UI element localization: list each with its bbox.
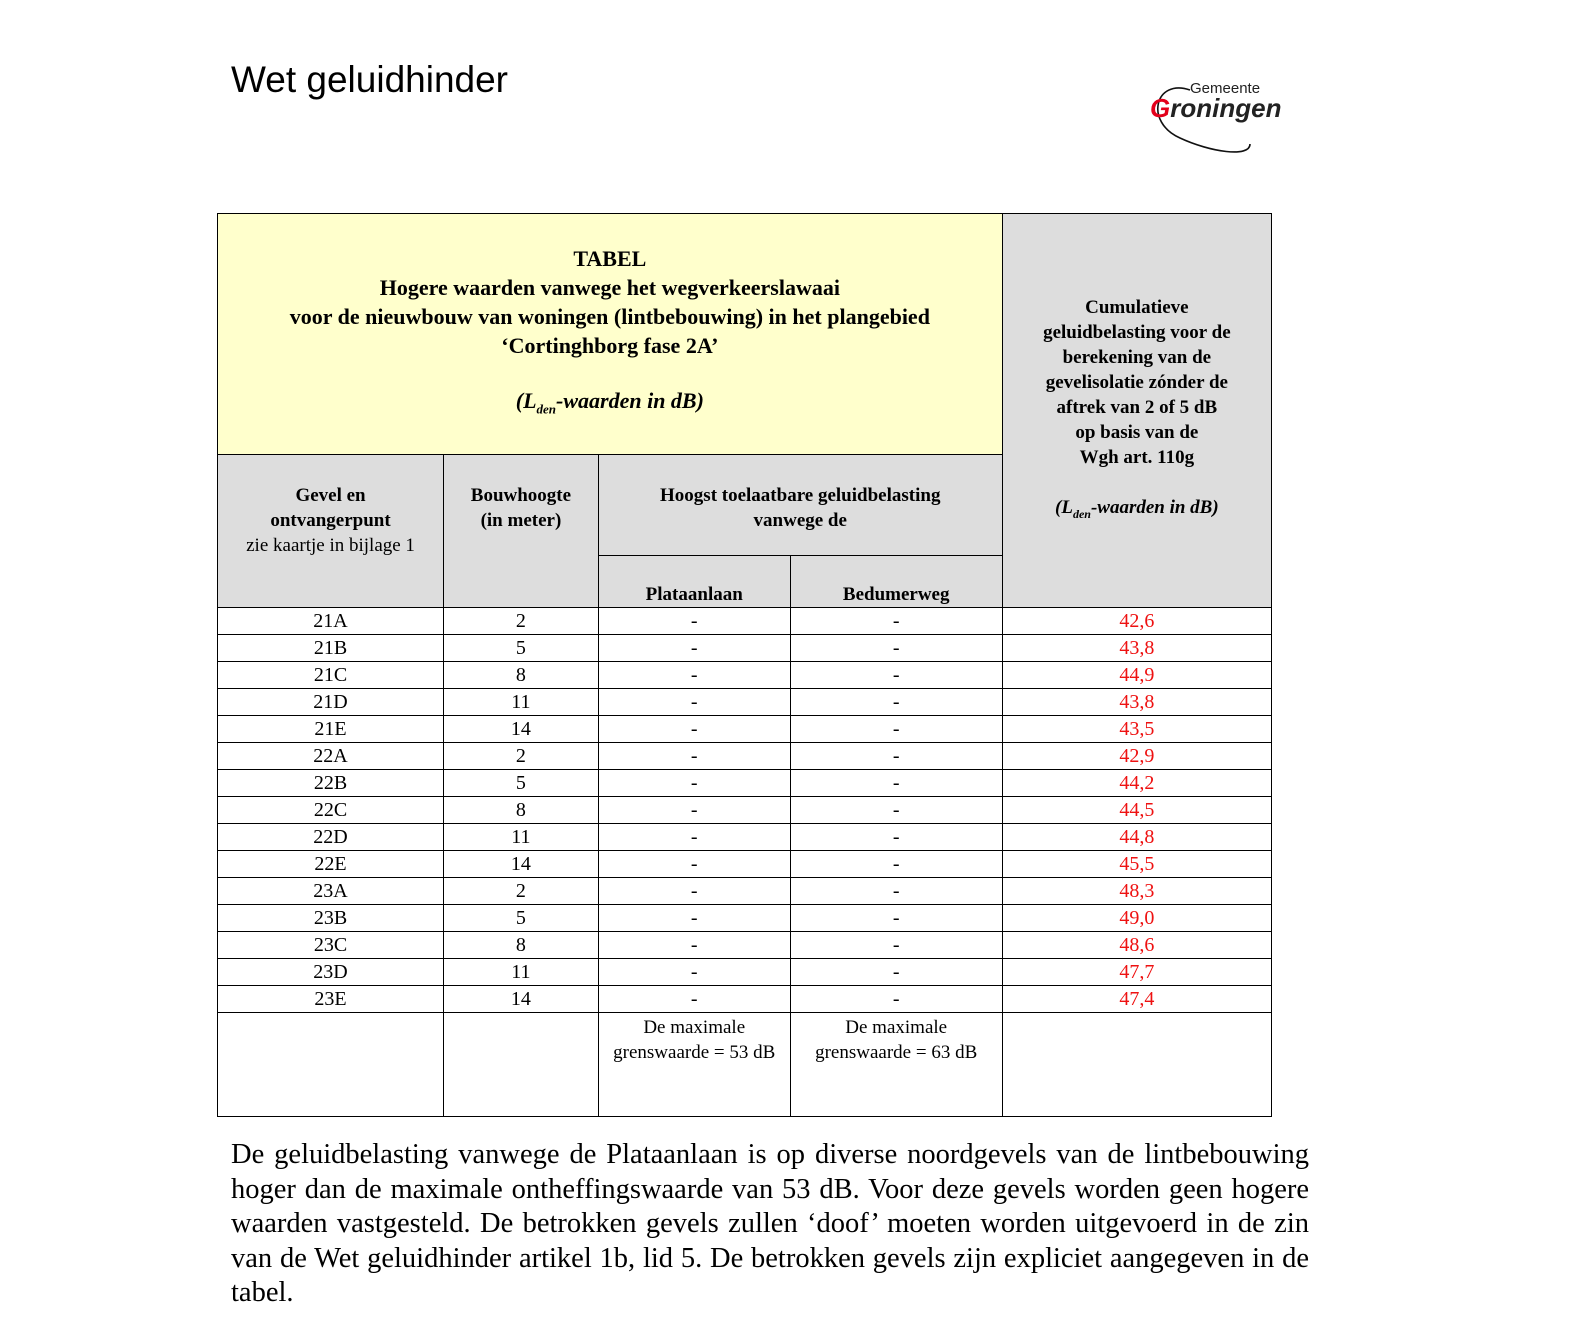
- bedumerweg-cell: -: [790, 608, 1002, 635]
- bouwhoogte-cell: 2: [444, 743, 599, 770]
- plataanlaan-cell: -: [598, 878, 790, 905]
- table-row: [218, 932, 1272, 959]
- cumulative-header-line: berekening van de: [1062, 346, 1212, 368]
- table-title-cell: [218, 214, 1003, 455]
- bedumerweg-cell: -: [790, 959, 1002, 986]
- bedumerweg-cell: -: [790, 824, 1002, 851]
- bedumerweg-cell: -: [790, 986, 1002, 1013]
- bedumerweg-cell: -: [790, 905, 1002, 932]
- plataanlaan-cell: -: [598, 824, 790, 851]
- plataanlaan-cell: -: [598, 851, 790, 878]
- bedumerweg-cell: -: [790, 716, 1002, 743]
- groningen-logo-graphic: [1150, 72, 1320, 164]
- gevel-cell: 23C: [218, 932, 444, 959]
- table-row: [218, 905, 1272, 932]
- gevel-cell: 21D: [218, 689, 444, 716]
- table-footer-row: [218, 1013, 1272, 1117]
- gevel-cell: 23E: [218, 986, 444, 1013]
- cumulative-cell: 48,3: [1002, 878, 1271, 905]
- cumulative-cell: 44,5: [1002, 797, 1271, 824]
- cumulative-cell: 47,4: [1002, 986, 1271, 1013]
- logo-top-text: Gemeente: [1190, 80, 1261, 97]
- logo-rest: roningen: [1170, 93, 1282, 123]
- cumulative-cell: 43,8: [1002, 635, 1271, 662]
- cumulative-header-line: Cumulatieve: [1085, 296, 1189, 318]
- table-row: [218, 797, 1272, 824]
- table-row: [218, 662, 1272, 689]
- table-title-line3: voor de nieuwbouw van woningen (lintbebouwing) in het plangebied: [289, 304, 930, 330]
- bouwhoogte-cell: 14: [444, 716, 599, 743]
- bedumerweg-cell: -: [790, 689, 1002, 716]
- gemeente-groningen-logo: [1150, 72, 1320, 164]
- bouwhoogte-cell: 5: [444, 770, 599, 797]
- table-row: [218, 959, 1272, 986]
- gevel-cell: 23A: [218, 878, 444, 905]
- bedumerweg-cell: -: [790, 635, 1002, 662]
- bouwhoogte-cell: 11: [444, 689, 599, 716]
- cumulative-header-line: gevelisolatie zónder de: [1045, 371, 1228, 393]
- bouwhoogte-cell: 11: [444, 959, 599, 986]
- gevel-cell: 22E: [218, 851, 444, 878]
- gevel-cell: 21C: [218, 662, 444, 689]
- bouwhoogte-cell: 5: [444, 635, 599, 662]
- column-header-bedumerweg: Bedumerweg: [790, 556, 1002, 608]
- cumulative-header-line: geluidbelasting voor de: [1043, 321, 1231, 343]
- bedumerweg-cell: -: [790, 878, 1002, 905]
- plataanlaan-cell: -: [598, 959, 790, 986]
- table-row: [218, 743, 1272, 770]
- bouwhoogte-cell: 11: [444, 824, 599, 851]
- table-title-unit: ($L_{den}$-waarden in dB): [515, 388, 704, 417]
- column-header-plataanlaan: Plataanlaan: [598, 556, 790, 608]
- bedumerweg-limit-note: De maximale grenswaarde = 63 dB: [790, 1013, 1002, 1117]
- hogere-waarden-table: [217, 213, 1272, 1117]
- plataanlaan-cell: -: [598, 770, 790, 797]
- gevel-cell: 21B: [218, 635, 444, 662]
- cumulative-cell: 42,6: [1002, 608, 1271, 635]
- plataanlaan-cell: -: [598, 716, 790, 743]
- cumulative-cell: 44,8: [1002, 824, 1271, 851]
- explanation-paragraph: De geluidbelasting vanwege de Plataanlaan is op diverse noordgevels van de lintbebouwing hoger dan de maximale ontheffingswaarde van 53 dB. Voor deze gevels worden geen hogere waarden vastgesteld. De betrokken gevels zullen ‘doof’ moeten worden uitgevoerd in de zin van de Wet geluidhinder artikel 1b, lid 5. De betrokken gevels zijn expliciet aangegeven in de tabel.: [231, 1139, 1309, 1308]
- bedumerweg-cell: -: [790, 797, 1002, 824]
- bouwhoogte-cell: 8: [444, 662, 599, 689]
- cumulative-cell: 42,9: [1002, 743, 1271, 770]
- table-title-line2: Hogere waarden vanwege het wegverkeerslawaai: [379, 275, 840, 301]
- cumulative-header: [1002, 214, 1271, 608]
- table-row: [218, 986, 1272, 1013]
- cumulative-cell: 48,6: [1002, 932, 1271, 959]
- cumulative-cell: 44,2: [1002, 770, 1271, 797]
- cumulative-header-line: Wgh art. 110g: [1079, 446, 1195, 468]
- bouwhoogte-cell: 5: [444, 905, 599, 932]
- table-row: [218, 635, 1272, 662]
- plataanlaan-cell: -: [598, 797, 790, 824]
- plataanlaan-cell: -: [598, 608, 790, 635]
- table-row: [218, 770, 1272, 797]
- gevel-cell: 22D: [218, 824, 444, 851]
- bedumerweg-cell: -: [790, 743, 1002, 770]
- bedumerweg-cell: -: [790, 770, 1002, 797]
- gevel-cell: 22C: [218, 797, 444, 824]
- cumulative-header-line: aftrek van 2 of 5 dB: [1056, 396, 1218, 418]
- bedumerweg-cell: -: [790, 851, 1002, 878]
- table-title-tabel: TABEL: [573, 246, 647, 272]
- plataanlaan-cell: -: [598, 635, 790, 662]
- bouwhoogte-cell: 14: [444, 986, 599, 1013]
- plataanlaan-limit-note: De maximale grenswaarde = 53 dB: [598, 1013, 790, 1117]
- gevel-cell: 23B: [218, 905, 444, 932]
- cumulative-header-line: op basis van de: [1075, 421, 1199, 443]
- footer-empty-cell: [1002, 1013, 1271, 1117]
- bouwhoogte-cell: 8: [444, 932, 599, 959]
- document-title: Wet geluidhinder: [231, 59, 508, 100]
- cumulative-cell: 43,8: [1002, 689, 1271, 716]
- logo-initial: G: [1150, 93, 1171, 123]
- table-row: [218, 716, 1272, 743]
- bedumerweg-cell: -: [790, 662, 1002, 689]
- table-row: [218, 608, 1272, 635]
- column-header-hoogst-toelaatbaar: Hoogst toelaatbare geluidbelasting vanwege de: [598, 455, 1002, 556]
- bouwhoogte-cell: 14: [444, 851, 599, 878]
- gevel-cell: 22B: [218, 770, 444, 797]
- cumulative-cell: 44,9: [1002, 662, 1271, 689]
- bedumerweg-cell: -: [790, 932, 1002, 959]
- plataanlaan-cell: -: [598, 662, 790, 689]
- bouwhoogte-cell: 8: [444, 797, 599, 824]
- gevel-cell: 23D: [218, 959, 444, 986]
- cumulative-cell: 49,0: [1002, 905, 1271, 932]
- footer-empty-cell: [444, 1013, 599, 1117]
- plataanlaan-cell: -: [598, 689, 790, 716]
- plataanlaan-cell: -: [598, 905, 790, 932]
- column-header-gevel: Gevel en ontvangerpunt zie kaartje in bijlage 1: [218, 455, 444, 608]
- cumulative-cell: 45,5: [1002, 851, 1271, 878]
- gevel-cell: 22A: [218, 743, 444, 770]
- plataanlaan-cell: -: [598, 932, 790, 959]
- cumulative-cell: 43,5: [1002, 716, 1271, 743]
- gevel-cell: 21E: [218, 716, 444, 743]
- plataanlaan-cell: -: [598, 743, 790, 770]
- svg-text:Groningen: [1150, 93, 1281, 123]
- table-row: [218, 851, 1272, 878]
- column-header-bouwhoogte: Bouwhoogte (in meter): [444, 455, 599, 608]
- table-row: [218, 689, 1272, 716]
- gevel-cell: 21A: [218, 608, 444, 635]
- bouwhoogte-cell: 2: [444, 608, 599, 635]
- plataanlaan-cell: -: [598, 986, 790, 1013]
- cumulative-cell: 47,7: [1002, 959, 1271, 986]
- cumulative-header-unit: ($L_{den}$-waarden in dB): [1055, 496, 1219, 521]
- footer-empty-cell: [218, 1013, 444, 1117]
- table-title-line4: ‘Cortinghborg fase 2A’: [501, 333, 719, 359]
- bouwhoogte-cell: 2: [444, 878, 599, 905]
- table-row: [218, 824, 1272, 851]
- table-row: [218, 878, 1272, 905]
